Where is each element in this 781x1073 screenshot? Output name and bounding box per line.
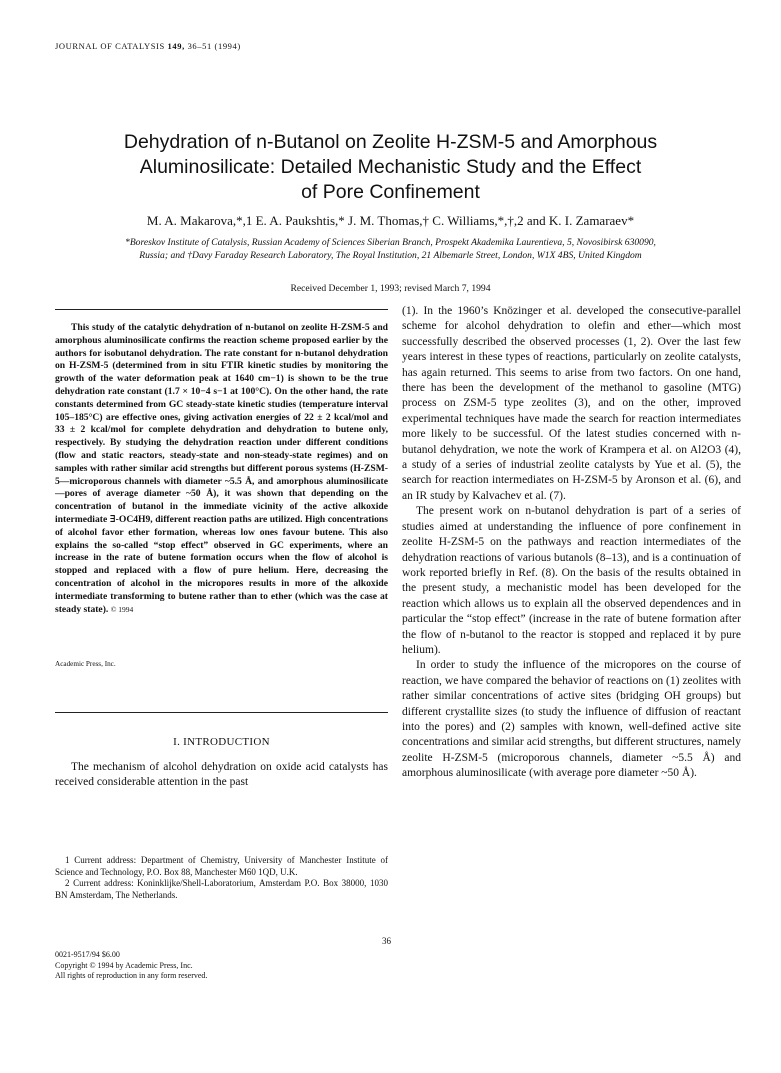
running-head bbox=[55, 41, 241, 51]
abstract-bottom-rule bbox=[55, 712, 388, 713]
footnotes bbox=[55, 855, 388, 901]
right-paragraph-1: (1). In the 1960’s Knözinger et al. developed the consecutive-parallel scheme for alcohol dehydration to olefin and ether—which most successfully described the observed processes (1, 2). Over the last few years interest in these types of reactions, particularly on zeolite catalysts, has again returned. This seems to arise from two factors. On one hand, there has been the development of the methanol to gasoline (MTG) process on ZSM-5 type zeolites (3), and on the other, improved experimental techniques have made the search for reaction intermediates more likely to be successful. Of the latest studies concerned with n-butanol dehydration, we note the work of Krampera et al. on Al2O3 (4), a study of a series of industrial zeolite catalysts by Yue et al. (5), the search for reaction intermediates on H-ZSM-5 by Aronson et al. (6), and an IR study by Kalvachev et al. (7). bbox=[402, 305, 741, 502]
received-date: Received December 1, 1993; revised March 7, 1994 bbox=[290, 283, 491, 294]
author-list: M. A. Makarova,*,1 E. A. Paukshtis,* J. M. Thomas,† C. Williams,*,†,2 and K. I. Zamaraev* bbox=[146, 213, 635, 228]
journal-pages: 36–51 (1994) bbox=[187, 41, 241, 51]
title-line-3: of Pore Confinement bbox=[301, 181, 480, 203]
publication-info bbox=[55, 950, 207, 982]
introduction-left bbox=[55, 760, 388, 791]
abstract-text: This study of the catalytic dehydration of n-butanol on zeolite H-ZSM-5 and amorphous aluminosilicate confirms the reaction scheme proposed earlier by the authors for isobutanol dehydration. The rate constant for n-butanol dehydration on H-ZSM-5 (determined from in situ FTIR kinetic studies by monitoring the growth of the water deformation peak at 1640 cm−1) is shown to be the true dehydration rate constant (1.7 × 10−4 s−1 at 100°C). On the other hand, the rate constants determined from GC steady-state kinetic studies (temperature interval 105–185°C) are effective ones, giving activation energies of 22 ± 2 kcal/mol and 33 ± 2 kcal/mol for complete dehydration and dehydration to butene only, respectively. By studying the dehydration reaction under different conditions (flow and static reactors, steady-state and non-steady-state regimes) and on samples with rather similar acid strengths but different porous systems (H-ZSM-5—microporous channels with diameter ~5.5 Å, and amorphous aluminosilicate—pores of average diameter ~50 Å), it was shown that depending on the concentration of butanol in the immediate vicinity of the active alkoxide intermediate ∃-OC4H9, different reaction paths are utilized. High concentrations of alcohol favor ether formation, whereas low ones favour butene. This also explains the so-called “stop effect” observed in GC experiments, where an increase in the rate of butene formation occurs when the flow of alcohol is stopped and replaced with a flow of pure helium. Here, decreasing the concentration of alcohol in the micropores results in more of the alkoxide intermediate transforming to butene rather than to ether (which was the case at steady state). bbox=[55, 322, 388, 615]
page-number: 36 bbox=[382, 936, 391, 946]
abstract-publisher: Academic Press, Inc. bbox=[55, 660, 116, 668]
right-paragraph-2: The present work on n-butanol dehydration is part of a series of studies aimed at understanding the influence of pore confinement in zeolite H-ZSM-5 on the pathways and reaction intermediates of the dehydration reactions of various butanols (8–13), and is a continuation of work reported briefly in Ref. (8). On the basis of the results obtained in the present study, a mechanistic model has been developed for the reaction which allows us to explain all the observed dependences and in particular the “stop effect” (increase in the rate of butene formation after the flow of n-butanol to the reactor is stopped and replaced it by pure helium). bbox=[402, 505, 741, 656]
issn: 0021-9517/94 $6.00 bbox=[55, 950, 120, 959]
intro-paragraph: The mechanism of alcohol dehydration on oxide acid catalysts has received considerable attention in the past bbox=[55, 761, 388, 789]
right-paragraph-3: In order to study the influence of the micropores on the course of reaction, we have compared the behavior of reactions on (1) zeolites with rather similar concentrations of active sites (bridging OH groups) but different crystallite sizes (to study the influence of diffusion of reactant into the pores) and (2) samples with known, well-defined active site concentrations and similar acid strengths, but different structures, namely zeolite H-ZSM-5 (microporous channels, diameter ~5.5 Å) and amorphous aluminosilicate (with average pore diameter ~50 Å). bbox=[402, 659, 741, 780]
affiliation-line-2: Russia; and †Davy Faraday Research Laboratory, The Royal Institution, 21 Albemarle Street, London, W1X 4BS, United Kingdom bbox=[139, 249, 642, 261]
abstract-copyright: © 1994 bbox=[110, 604, 134, 614]
title-line-2: Aluminosilicate: Detailed Mechanistic Study and the Effect bbox=[139, 156, 642, 178]
journal-name: JOURNAL OF CATALYSIS bbox=[55, 41, 165, 51]
article-title bbox=[40, 130, 741, 205]
journal-volume: 149, bbox=[167, 41, 185, 51]
abstract-top-rule bbox=[55, 309, 388, 310]
rights-line: All rights of reproduction in any form reserved. bbox=[55, 971, 208, 980]
affiliation-line-1: *Boreskov Institute of Catalysis, Russian Academy of Sciences Siberian Branch, Prospekt Akademika Laurentieva, 5, Novosibirsk 630090, bbox=[125, 237, 656, 248]
abstract bbox=[55, 322, 388, 616]
footnote-1: 1 Current address: Department of Chemistry, University of Manchester Institute of Science and Technology, P.O. Box 88, Manchester M60 1QD, U.K. bbox=[55, 855, 388, 877]
right-column bbox=[402, 304, 741, 782]
copyright-line: Copyright © 1994 by Academic Press, Inc. bbox=[55, 960, 193, 970]
title-line-1: Dehydration of n-Butanol on Zeolite H-ZSM-5 and Amorphous bbox=[123, 131, 658, 153]
footnote-2: 2 Current address: Koninklijke/Shell-Laboratorium, Amsterdam P.O. Box 38000, 1030 BN Amsterdam, The Netherlands. bbox=[55, 878, 388, 900]
affiliations bbox=[52, 237, 729, 262]
section-heading-introduction: I. INTRODUCTION bbox=[173, 736, 270, 748]
